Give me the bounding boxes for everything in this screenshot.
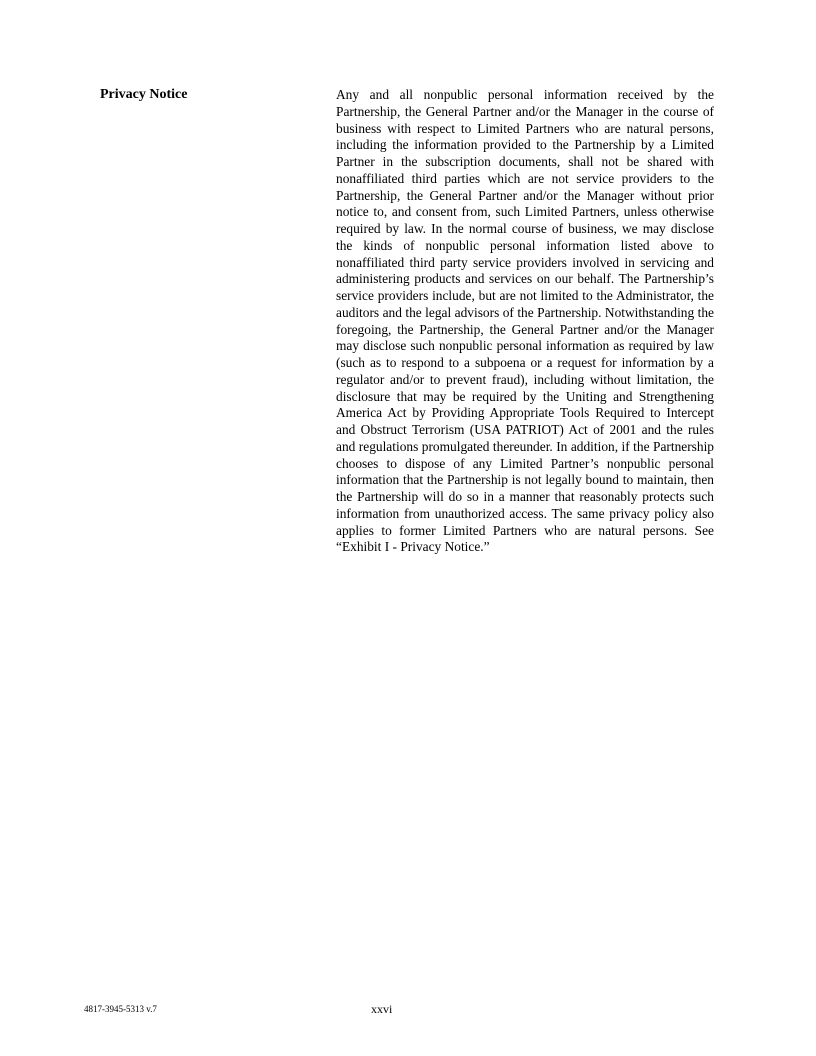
footer-page-number: xxvi (371, 1002, 393, 1016)
section-body-paragraph: Any and all nonpublic personal information received by the Partnership, the General Partner and/or the Manager in the course of business with respect to Limited Partners who are natural persons, including the information provided to the Partnership by a Limited Partner in the subscription documents, shall not be shared with nonaffiliated third parties which are not service providers to the Partnership, the General Partner and/or the Manager without prior notice to, and consent from, such Limited Partners, unless otherwise required by law. In the normal course of business, we may disclose the kinds of nonpublic personal information listed above to nonaffiliated third party service providers involved in servicing and administering products and services on our behalf. The Partnership’s service providers include, but are not limited to the Administrator, the auditors and the legal advisors of the Partnership. Notwithstanding the foregoing, the Partnership, the General Partner and/or the Manager may disclose such nonpublic personal information as required by law (such as to respond to a subpoena or a request for information by a regulator and/or to prevent fraud), including without limitation, the disclosure that may be required by the Uniting and Strengthening America Act by Providing Appropriate Tools Required to Intercept and Obstruct Terrorism (USA PATRIOT) Act of 2001 and the rules and regulations promulgated thereunder. In addition, if the Partnership chooses to dispose of any Limited Partner’s nonpublic personal information that the Partnership is not legally bound to maintain, then the Partnership will do so in a manner that reasonably protects such information from unauthorized access. The same privacy policy also applies to former Limited Partners who are natural persons. See “Exhibit I - Privacy Notice.” (336, 87, 714, 555)
footer-document-id: 4817-3945-5313 v.7 (84, 1004, 157, 1014)
section-heading: Privacy Notice (100, 87, 188, 102)
